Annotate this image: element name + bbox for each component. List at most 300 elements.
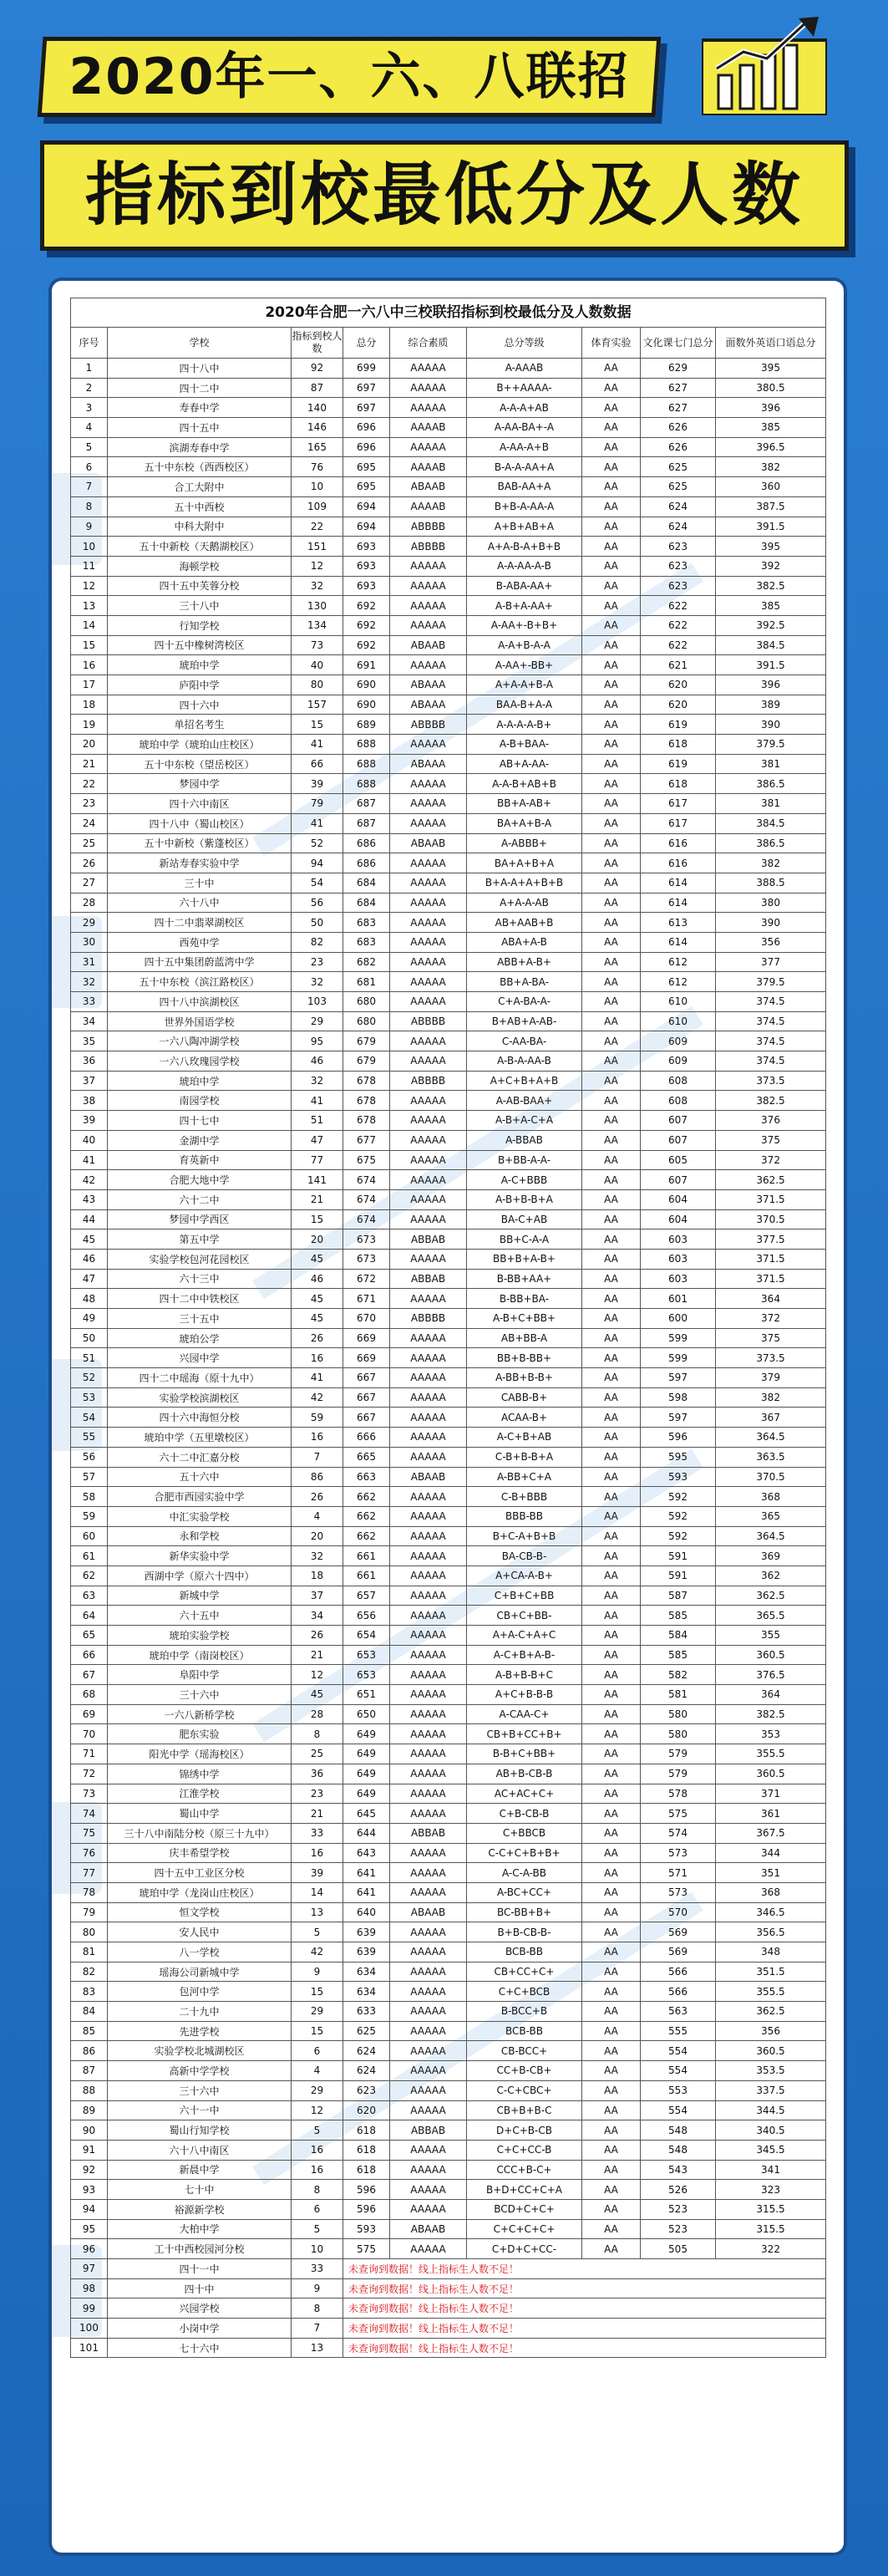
cell-total: 687: [343, 794, 390, 814]
cell-total: 699: [343, 359, 390, 379]
cell-cme-total: 351.5: [716, 1962, 826, 1982]
cell-quota: 29: [292, 2002, 343, 2022]
cell-index: 33: [71, 992, 108, 1012]
table-row: [71, 1882, 826, 1902]
cell-quota: 109: [292, 496, 343, 517]
cell-index: 51: [71, 1348, 108, 1368]
cell-quota: 9: [292, 1962, 343, 1982]
cell-grade: BAB-AA+A: [467, 477, 582, 497]
cell-school: 裕源新学校: [108, 2199, 292, 2219]
cell-index: 83: [71, 1982, 108, 2002]
cell-culture-total: 614: [641, 873, 716, 893]
cell-quota: 10: [292, 2239, 343, 2259]
table-row: [71, 1229, 826, 1250]
cell-cme-total: 362.5: [716, 1170, 826, 1190]
cell-grade: A-A-AA-A-B: [467, 556, 582, 576]
cell-cme-total: 380.5: [716, 378, 826, 398]
cell-quality: ABBBB: [390, 1071, 467, 1091]
cell-school: 琥珀中学: [108, 1071, 292, 1091]
cell-school: 六十二中汇嘉分校: [108, 1447, 292, 1467]
cell-grade: A-B+B-B+A: [467, 1189, 582, 1209]
cell-grade: CB+C+BB-: [467, 1606, 582, 1626]
cell-pe-lab: AA: [582, 992, 641, 1012]
cell-total: 651: [343, 1685, 390, 1705]
cell-pe-lab: AA: [582, 774, 641, 794]
cell-quality: AAAAA: [390, 893, 467, 913]
table-row: [71, 952, 826, 972]
cell-grade: A-BB+C+A: [467, 1467, 582, 1487]
cell-cme-total: 382: [716, 457, 826, 477]
cell-culture-total: 619: [641, 715, 716, 735]
cell-grade: A-C+B+A-B-: [467, 1645, 582, 1665]
cell-cme-total: 391.5: [716, 517, 826, 537]
cell-culture-total: 598: [641, 1387, 716, 1408]
cell-index: 12: [71, 576, 108, 596]
cell-index: 63: [71, 1586, 108, 1606]
cell-grade: C-C+C+B+B+: [467, 1843, 582, 1863]
cell-total: 653: [343, 1665, 390, 1685]
cell-culture-total: 623: [641, 537, 716, 557]
table-row: [71, 2180, 826, 2200]
cell-school: 六十三中: [108, 1269, 292, 1289]
cell-grade: C+BBCB: [467, 1823, 582, 1843]
cell-school: 四十六中: [108, 695, 292, 715]
cell-quota: 5: [292, 1922, 343, 1942]
cell-pe-lab: AA: [582, 2160, 641, 2180]
cell-school: 合肥大地中学: [108, 1170, 292, 1190]
cell-total: 649: [343, 1784, 390, 1804]
cell-school: 肥东实验: [108, 1724, 292, 1744]
cell-quality: AAAAA: [390, 932, 467, 952]
cell-school: 合工大附中: [108, 477, 292, 497]
cell-school: 二十九中: [108, 2002, 292, 2022]
cell-quality: AAAAA: [390, 2140, 467, 2160]
table-row-no-data: [71, 2259, 826, 2279]
cell-school: 四十五中芙蓉分校: [108, 576, 292, 596]
cell-cme-total: 395: [716, 537, 826, 557]
cell-school: 新晨中学: [108, 2160, 292, 2180]
cell-total: 672: [343, 1269, 390, 1289]
cell-total: 688: [343, 774, 390, 794]
cell-quota: 146: [292, 418, 343, 438]
cell-culture-total: 523: [641, 2219, 716, 2239]
cell-quota: 45: [292, 1289, 343, 1309]
cell-quality: AAAAA: [390, 1051, 467, 1072]
cell-cme-total: 356: [716, 2021, 826, 2041]
cell-quota: 45: [292, 1249, 343, 1269]
cell-pe-lab: AA: [582, 1546, 641, 1566]
cell-school: 琥珀实验学校: [108, 1626, 292, 1646]
cell-school: 四十二中翡翠湖校区: [108, 913, 292, 933]
cell-cme-total: 395: [716, 359, 826, 379]
cell-total: 575: [343, 2239, 390, 2259]
cell-culture-total: 625: [641, 477, 716, 497]
table-row: [71, 992, 826, 1012]
table-row: [71, 378, 826, 398]
cell-pe-lab: AA: [582, 873, 641, 893]
cell-quota: 32: [292, 1071, 343, 1091]
cell-grade: A-B+A-C+A: [467, 1111, 582, 1131]
cell-school: 四十中: [108, 2278, 292, 2299]
cell-total: 696: [343, 437, 390, 457]
cell-culture-total: 610: [641, 1011, 716, 1031]
cell-pe-lab: AA: [582, 2180, 641, 2200]
cell-cme-total: 374.5: [716, 1031, 826, 1051]
cell-quality: ABAAB: [390, 2219, 467, 2239]
header-pe-lab: 体育实验: [582, 328, 641, 359]
cell-grade: C+B-CB-B: [467, 1804, 582, 1824]
cell-pe-lab: AA: [582, 1071, 641, 1091]
cell-grade: ABA+A-B: [467, 932, 582, 952]
cell-index: 47: [71, 1269, 108, 1289]
cell-pe-lab: AA: [582, 1170, 641, 1190]
cell-quality: AAAAA: [390, 1091, 467, 1111]
cell-grade: A-AA+-BB+: [467, 655, 582, 675]
cell-cme-total: 372: [716, 1150, 826, 1170]
cell-culture-total: 612: [641, 952, 716, 972]
cell-quota: 45: [292, 1685, 343, 1705]
cell-grade: A-B+B-B+C: [467, 1665, 582, 1685]
table-row: [71, 2002, 826, 2022]
cell-grade: B-BB+AA+: [467, 1269, 582, 1289]
cell-quality: AAAAB: [390, 418, 467, 438]
cell-culture-total: 618: [641, 735, 716, 755]
cell-quota: 46: [292, 1269, 343, 1289]
cell-quality: AAAAA: [390, 2061, 467, 2081]
cell-quota: 134: [292, 615, 343, 635]
cell-cme-total: 390: [716, 715, 826, 735]
cell-school: 世界外国语学校: [108, 1011, 292, 1031]
cell-index: 6: [71, 457, 108, 477]
table-row: [71, 913, 826, 933]
cell-index: 77: [71, 1863, 108, 1883]
cell-cme-total: 373.5: [716, 1071, 826, 1091]
cell-total: 688: [343, 735, 390, 755]
header-school: 学校: [108, 328, 292, 359]
cell-grade: C+B+C+BB: [467, 1586, 582, 1606]
cell-pe-lab: AA: [582, 715, 641, 735]
cell-pe-lab: AA: [582, 1784, 641, 1804]
cell-index: 85: [71, 2021, 108, 2041]
cell-quota: 15: [292, 1982, 343, 2002]
cell-quality: AAAAA: [390, 952, 467, 972]
cell-cme-total: 392: [716, 556, 826, 576]
cell-pe-lab: AA: [582, 1942, 641, 1963]
table-row: [71, 1645, 826, 1665]
cell-quota: 12: [292, 556, 343, 576]
table-row: [71, 1051, 826, 1072]
cell-culture-total: 587: [641, 1586, 716, 1606]
cell-total: 662: [343, 1506, 390, 1526]
cell-quota: 20: [292, 1229, 343, 1250]
cell-quota: 130: [292, 596, 343, 616]
table-row: [71, 1387, 826, 1408]
header-culture-total: 文化课七门总分: [641, 328, 716, 359]
cell-total: 650: [343, 1704, 390, 1724]
cell-quality: ABBAB: [390, 1269, 467, 1289]
cell-grade: A-BC+CC+: [467, 1882, 582, 1902]
cell-school: 六十五中: [108, 1606, 292, 1626]
cell-cme-total: 371.5: [716, 1189, 826, 1209]
cell-quota: 86: [292, 1467, 343, 1487]
cell-quality: ABAAB: [390, 1902, 467, 1922]
cell-grade: A-BBAB: [467, 1130, 582, 1150]
cell-school: 阜阳中学: [108, 1665, 292, 1685]
cell-cme-total: 364.5: [716, 1428, 826, 1448]
cell-index: 44: [71, 1209, 108, 1229]
cell-pe-lab: AA: [582, 754, 641, 774]
cell-quality: AAAAA: [390, 913, 467, 933]
table-row: [71, 437, 826, 457]
cell-culture-total: 554: [641, 2100, 716, 2120]
table-row: [71, 2239, 826, 2259]
cell-quota: 29: [292, 1011, 343, 1031]
cell-quality: AAAAA: [390, 1487, 467, 1507]
cell-cme-total: 348: [716, 1942, 826, 1963]
cell-quality: AAAAA: [390, 1526, 467, 1546]
cell-quality: AAAAA: [390, 1645, 467, 1665]
cell-quota: 42: [292, 1387, 343, 1408]
cell-quota: 42: [292, 1942, 343, 1963]
cell-pe-lab: AA: [582, 735, 641, 755]
cell-grade: ABB+A-B+: [467, 952, 582, 972]
cell-grade: BA-CB-B-: [467, 1546, 582, 1566]
cell-culture-total: 592: [641, 1487, 716, 1507]
cell-school: 小岗中学: [108, 2319, 292, 2339]
cell-grade: B-BCC+B: [467, 2002, 582, 2022]
cell-school: 五十中东校（滨江路校区）: [108, 972, 292, 992]
cell-grade: B-A-A-AA+A: [467, 457, 582, 477]
header-total: 总分: [343, 328, 390, 359]
cell-quality: AAAAA: [390, 378, 467, 398]
cell-school: 五十中东校（望岳校区）: [108, 754, 292, 774]
cell-quota: 59: [292, 1408, 343, 1428]
cell-culture-total: 620: [641, 675, 716, 695]
cell-index: 7: [71, 477, 108, 497]
table-row: [71, 655, 826, 675]
cell-quality: AAAAA: [390, 1843, 467, 1863]
cell-index: 69: [71, 1704, 108, 1724]
table-row: [71, 1209, 826, 1229]
cell-quota: 7: [292, 2319, 343, 2339]
cell-index: 34: [71, 1011, 108, 1031]
cell-cme-total: 373.5: [716, 1348, 826, 1368]
cell-quota: 41: [292, 813, 343, 833]
cell-total: 661: [343, 1546, 390, 1566]
table-row: [71, 813, 826, 833]
cell-culture-total: 607: [641, 1111, 716, 1131]
cell-total: 596: [343, 2199, 390, 2219]
cell-pe-lab: AA: [582, 437, 641, 457]
cell-grade: B+B-CB-B-: [467, 1922, 582, 1942]
cell-quota: 51: [292, 1111, 343, 1131]
header-quota: 指标到校人数: [292, 328, 343, 359]
cell-quality: AAAAA: [390, 1962, 467, 1982]
cell-grade: AB+B-CB-B: [467, 1764, 582, 1784]
cell-grade: C-B+BBB: [467, 1487, 582, 1507]
cell-total: 693: [343, 576, 390, 596]
cell-pe-lab: AA: [582, 1902, 641, 1922]
cell-quota: 5: [292, 2219, 343, 2239]
cell-cme-total: 364.5: [716, 1526, 826, 1546]
table-row: [71, 873, 826, 893]
cell-grade: BCB-BB: [467, 2021, 582, 2041]
cell-school: 琥珀公学: [108, 1328, 292, 1348]
cell-grade: C+C+C+C+: [467, 2219, 582, 2239]
cell-index: 75: [71, 1823, 108, 1843]
table-row: [71, 1249, 826, 1269]
cell-school: 四十五中: [108, 418, 292, 438]
cell-quality: ABBAB: [390, 1823, 467, 1843]
cell-index: 46: [71, 1249, 108, 1269]
cell-culture-total: 612: [641, 972, 716, 992]
cell-index: 1: [71, 359, 108, 379]
cell-index: 48: [71, 1289, 108, 1309]
cell-quota: 54: [292, 873, 343, 893]
cell-school: 四十五中集团蔚蓝湾中学: [108, 952, 292, 972]
cell-grade: A-C-A-BB: [467, 1863, 582, 1883]
cell-quota: 16: [292, 1843, 343, 1863]
cell-index: 94: [71, 2199, 108, 2219]
cell-pe-lab: AA: [582, 1447, 641, 1467]
cell-index: 52: [71, 1368, 108, 1388]
cell-cme-total: 375: [716, 1130, 826, 1150]
cell-total: 696: [343, 418, 390, 438]
cell-grade: B+D+CC+C+A: [467, 2180, 582, 2200]
table-row: [71, 2120, 826, 2141]
cell-pe-lab: AA: [582, 2239, 641, 2259]
table-row: [71, 1328, 826, 1348]
cell-grade: A+B+AB+A: [467, 517, 582, 537]
cell-culture-total: 627: [641, 398, 716, 418]
cell-total: 679: [343, 1031, 390, 1051]
cell-quota: 16: [292, 2140, 343, 2160]
cell-school: 琥珀中学（南岗校区）: [108, 1645, 292, 1665]
cell-quota: 15: [292, 715, 343, 735]
cell-cme-total: 396: [716, 675, 826, 695]
cell-quota: 32: [292, 576, 343, 596]
cell-pe-lab: AA: [582, 418, 641, 438]
cell-school: 四十五中工业区分校: [108, 1863, 292, 1883]
table-row: [71, 1744, 826, 1764]
cell-index: 25: [71, 833, 108, 853]
cell-school: 七十六中: [108, 2338, 292, 2358]
cell-index: 31: [71, 952, 108, 972]
cell-cme-total: 353.5: [716, 2061, 826, 2081]
cell-total: 686: [343, 833, 390, 853]
cell-grade: A-B+C+BB+: [467, 1309, 582, 1329]
cell-pe-lab: AA: [582, 556, 641, 576]
cell-culture-total: 593: [641, 1467, 716, 1487]
table-row: [71, 1526, 826, 1546]
table-row: [71, 1804, 826, 1824]
cell-quota: 33: [292, 2259, 343, 2279]
cell-index: 72: [71, 1764, 108, 1784]
cell-quota: 29: [292, 2080, 343, 2100]
cell-pe-lab: AA: [582, 1665, 641, 1685]
cell-culture-total: 625: [641, 457, 716, 477]
cell-cme-total: 345.5: [716, 2140, 826, 2160]
cell-cme-total: 355.5: [716, 1982, 826, 2002]
table-row: [71, 398, 826, 418]
cell-quota: 15: [292, 1209, 343, 1229]
table-row-no-data: [71, 2299, 826, 2319]
cell-grade: B-ABA-AA+: [467, 576, 582, 596]
cell-culture-total: 603: [641, 1229, 716, 1250]
cell-grade: A-A-A-A-B+: [467, 715, 582, 735]
cell-pe-lab: AA: [582, 1606, 641, 1626]
cell-index: 11: [71, 556, 108, 576]
cell-pe-lab: AA: [582, 1724, 641, 1744]
cell-culture-total: 575: [641, 1804, 716, 1824]
cell-culture-total: 609: [641, 1051, 716, 1072]
cell-quality: AAAAA: [390, 1804, 467, 1824]
cell-culture-total: 607: [641, 1170, 716, 1190]
cell-quota: 12: [292, 2100, 343, 2120]
no-data-note: 未查询到数据！线上指标生人数不足！: [343, 2338, 826, 2358]
cell-total: 683: [343, 932, 390, 952]
cell-school: 兴园学校: [108, 2299, 292, 2319]
cell-school: 四十二中: [108, 378, 292, 398]
cell-pe-lab: AA: [582, 1051, 641, 1072]
cell-grade: BCB-BB: [467, 1942, 582, 1963]
cell-culture-total: 621: [641, 655, 716, 675]
cell-pe-lab: AA: [582, 1823, 641, 1843]
cell-school: 安人民中: [108, 1922, 292, 1942]
cell-culture-total: 597: [641, 1368, 716, 1388]
cell-grade: BA-C+AB: [467, 1209, 582, 1229]
cell-cme-total: 387.5: [716, 496, 826, 517]
cell-quality: AAAAA: [390, 2002, 467, 2022]
cell-culture-total: 543: [641, 2160, 716, 2180]
cell-quality: AAAAA: [390, 1289, 467, 1309]
cell-cme-total: 388.5: [716, 873, 826, 893]
cell-cme-total: 337.5: [716, 2080, 826, 2100]
header-grade: 总分等级: [467, 328, 582, 359]
cell-quality: AAAAA: [390, 1922, 467, 1942]
cell-quota: 14: [292, 1882, 343, 1902]
cell-cme-total: 382: [716, 1387, 826, 1408]
cell-culture-total: 620: [641, 695, 716, 715]
cell-pe-lab: AA: [582, 615, 641, 635]
cell-culture-total: 570: [641, 1902, 716, 1922]
cell-school: 四十二中瑶海（原十九中）: [108, 1368, 292, 1388]
table-row: [71, 1606, 826, 1626]
cell-quota: 8: [292, 1724, 343, 1744]
cell-pe-lab: AA: [582, 2219, 641, 2239]
cell-school: 琥珀中学（琥珀山庄校区）: [108, 735, 292, 755]
cell-cme-total: 381: [716, 754, 826, 774]
cell-index: 93: [71, 2180, 108, 2200]
cell-quality: AAAAA: [390, 2199, 467, 2219]
cell-cme-total: 392.5: [716, 615, 826, 635]
cell-quota: 16: [292, 1348, 343, 1368]
table-row: [71, 1428, 826, 1448]
cell-quality: AAAAA: [390, 2100, 467, 2120]
cell-culture-total: 571: [641, 1863, 716, 1883]
cell-quota: 16: [292, 2160, 343, 2180]
table-row: [71, 2199, 826, 2219]
cell-pe-lab: AA: [582, 2002, 641, 2022]
cell-total: 673: [343, 1249, 390, 1269]
cell-culture-total: 591: [641, 1546, 716, 1566]
cell-total: 639: [343, 1922, 390, 1942]
cell-quota: 37: [292, 1586, 343, 1606]
cell-culture-total: 566: [641, 1982, 716, 2002]
table-row: [71, 1823, 826, 1843]
cell-grade: B+B-A-AA-A: [467, 496, 582, 517]
table-row: [71, 1071, 826, 1091]
